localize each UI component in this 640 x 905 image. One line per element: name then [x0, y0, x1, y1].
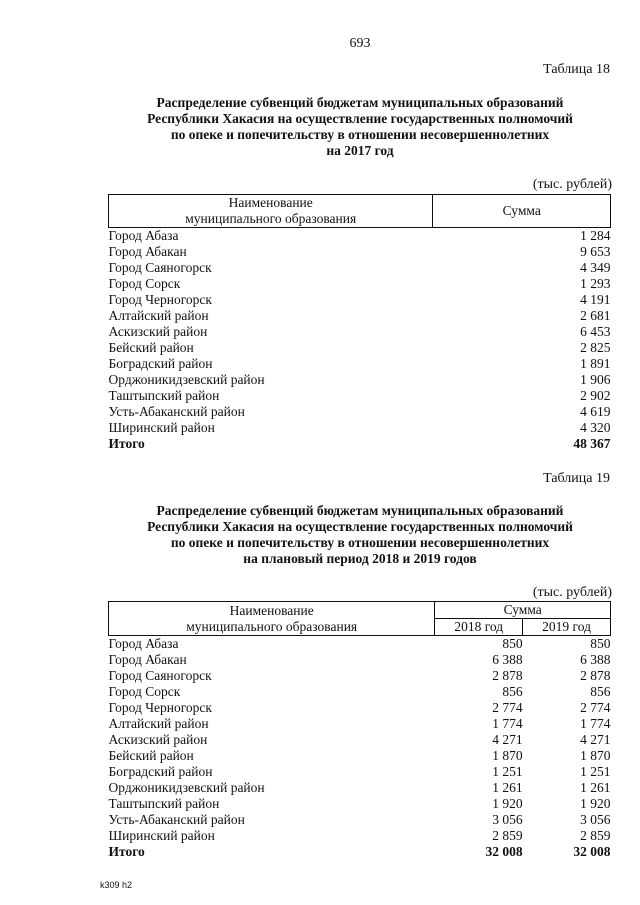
- table-18-body: [109, 228, 611, 453]
- name-cell: Бейский район: [108, 340, 194, 355]
- value-cell: 32 008: [485, 844, 523, 859]
- value-cell: 2 774: [492, 700, 523, 715]
- value-cell: 1 920: [580, 796, 611, 811]
- table-19: [108, 601, 611, 860]
- name-cell: Орджоникидзевский район: [108, 372, 265, 387]
- value-cell: 9 653: [580, 244, 611, 259]
- header-name-line: муниципального образования: [185, 211, 357, 226]
- value-cell: 4 271: [580, 732, 611, 747]
- value-cell: 4 320: [580, 420, 611, 435]
- header-name-line: муниципального образования: [186, 618, 358, 634]
- table-row: [109, 388, 611, 404]
- value-cell: 4 619: [580, 404, 611, 419]
- table-row: [109, 420, 611, 436]
- value-cell: 1 870: [492, 748, 523, 763]
- table-18-title: [100, 95, 620, 159]
- value-cell: 856: [590, 684, 611, 699]
- table-row: [109, 324, 611, 340]
- table-19-title: [100, 503, 620, 567]
- name-cell: Итого: [108, 844, 145, 859]
- value-cell: 1 261: [580, 780, 611, 795]
- name-cell: Таштыпский район: [108, 796, 220, 811]
- value-cell: 6 453: [580, 324, 611, 339]
- table-row: [109, 244, 611, 260]
- table-18-label: Таблица 18: [543, 62, 610, 77]
- value-cell: 1 920: [492, 796, 523, 811]
- table-row: [109, 308, 611, 324]
- name-cell: Город Сорск: [108, 684, 181, 699]
- title-line: по опеке и попечительству в отношении несовершеннолетних: [170, 127, 550, 142]
- name-cell: Город Абакан: [108, 652, 187, 667]
- title-line: Республики Хакасия на осуществление государственных полномочий: [147, 519, 573, 534]
- table-row: [109, 356, 611, 372]
- value-cell: 2 774: [580, 700, 611, 715]
- name-cell: Город Саяногорск: [108, 668, 212, 683]
- header-sum: Сумма: [435, 602, 611, 619]
- table-row: [109, 636, 611, 653]
- table-row: [109, 228, 611, 245]
- name-cell: Итого: [108, 436, 145, 451]
- table-row: [109, 732, 611, 748]
- header-sum: Сумма: [433, 195, 611, 228]
- name-cell: Аскизский район: [108, 732, 208, 747]
- value-cell: 856: [502, 684, 523, 699]
- title-line: Республики Хакасия на осуществление государственных полномочий: [147, 111, 573, 126]
- name-cell: Город Саяногорск: [108, 260, 212, 275]
- name-cell: Город Сорск: [108, 276, 181, 291]
- table-row: [109, 684, 611, 700]
- footer-code: k309 h2: [100, 880, 133, 890]
- name-cell: Алтайский район: [108, 308, 209, 323]
- table-row: [109, 700, 611, 716]
- value-cell: 32 008: [573, 844, 611, 859]
- value-cell: 1 774: [580, 716, 611, 731]
- table-row: [109, 340, 611, 356]
- value-cell: 2 825: [580, 340, 611, 355]
- value-cell: 1 870: [580, 748, 611, 763]
- value-cell: 2 902: [580, 388, 611, 403]
- name-cell: Ширинский район: [108, 828, 215, 843]
- value-cell: 6 388: [492, 652, 523, 667]
- header-2018: 2018 год: [435, 619, 523, 636]
- name-cell: Город Абакан: [108, 244, 187, 259]
- value-cell: 1 261: [492, 780, 523, 795]
- value-cell: 850: [590, 636, 611, 651]
- name-cell: Город Черногорск: [108, 292, 212, 307]
- header-name: [109, 602, 435, 636]
- name-cell: Усть-Абаканский район: [108, 404, 245, 419]
- title-line: по опеке и попечительству в отношении несовершеннолетних: [170, 535, 550, 550]
- value-cell: 4 191: [580, 292, 611, 307]
- table-19-body: [109, 636, 611, 861]
- header-name-line: Наименование: [229, 602, 314, 618]
- name-cell: Усть-Абаканский район: [108, 812, 245, 827]
- page-number: 693: [349, 36, 371, 51]
- table-row: [109, 828, 611, 844]
- value-cell: 3 056: [492, 812, 523, 827]
- value-cell: 1 891: [580, 356, 611, 371]
- name-cell: Город Абаза: [108, 636, 179, 651]
- title-line: Распределение субвенций бюджетам муниципальных образований: [156, 95, 564, 110]
- title-line: на плановый период 2018 и 2019 годов: [243, 551, 477, 566]
- value-cell: 2 859: [580, 828, 611, 843]
- table-row: [109, 260, 611, 276]
- value-cell: 4 271: [492, 732, 523, 747]
- table-row: [109, 780, 611, 796]
- value-cell: 4 349: [580, 260, 611, 275]
- name-cell: Город Абаза: [108, 228, 179, 243]
- name-cell: Таштыпский район: [108, 388, 220, 403]
- name-cell: Орджоникидзевский район: [108, 780, 265, 795]
- value-cell: 2 878: [580, 668, 611, 683]
- total-row: [109, 436, 611, 452]
- value-cell: 1 251: [580, 764, 611, 779]
- table-row: [109, 404, 611, 420]
- value-cell: 6 388: [580, 652, 611, 667]
- table-row: [109, 812, 611, 828]
- name-cell: Город Черногорск: [108, 700, 212, 715]
- value-cell: 1 293: [580, 276, 611, 291]
- value-cell: 3 056: [580, 812, 611, 827]
- value-cell: 850: [502, 636, 523, 651]
- value-cell: 48 367: [573, 436, 611, 451]
- title-line: на 2017 год: [326, 143, 394, 158]
- name-cell: Ширинский район: [108, 420, 215, 435]
- table-row: [109, 764, 611, 780]
- table-row: [109, 668, 611, 684]
- header-2019: 2019 год: [523, 619, 611, 636]
- table-row: [109, 716, 611, 732]
- table-row: [109, 652, 611, 668]
- table-18: [108, 194, 611, 452]
- name-cell: Боградский район: [108, 356, 213, 371]
- table-row: [109, 748, 611, 764]
- value-cell: 1 251: [492, 764, 523, 779]
- table-19-label: Таблица 19: [543, 471, 610, 486]
- value-cell: 2 859: [492, 828, 523, 843]
- name-cell: Боградский район: [108, 764, 213, 779]
- table-18-units: (тыс. рублей): [532, 177, 612, 192]
- header-name: [109, 195, 433, 228]
- value-cell: 2 878: [492, 668, 523, 683]
- value-cell: 1 906: [580, 372, 611, 387]
- name-cell: Аскизский район: [108, 324, 208, 339]
- header-name-line: Наименование: [228, 195, 313, 210]
- table-row: [109, 276, 611, 292]
- title-line: Распределение субвенций бюджетам муниципальных образований: [156, 503, 564, 518]
- total-row: [109, 844, 611, 860]
- table-row: [109, 796, 611, 812]
- value-cell: 2 681: [580, 308, 611, 323]
- table-row: [109, 372, 611, 388]
- value-cell: 1 774: [492, 716, 523, 731]
- name-cell: Алтайский район: [108, 716, 209, 731]
- table-row: [109, 292, 611, 308]
- table-19-units: (тыс. рублей): [532, 585, 612, 600]
- value-cell: 1 284: [580, 228, 611, 243]
- name-cell: Бейский район: [108, 748, 194, 763]
